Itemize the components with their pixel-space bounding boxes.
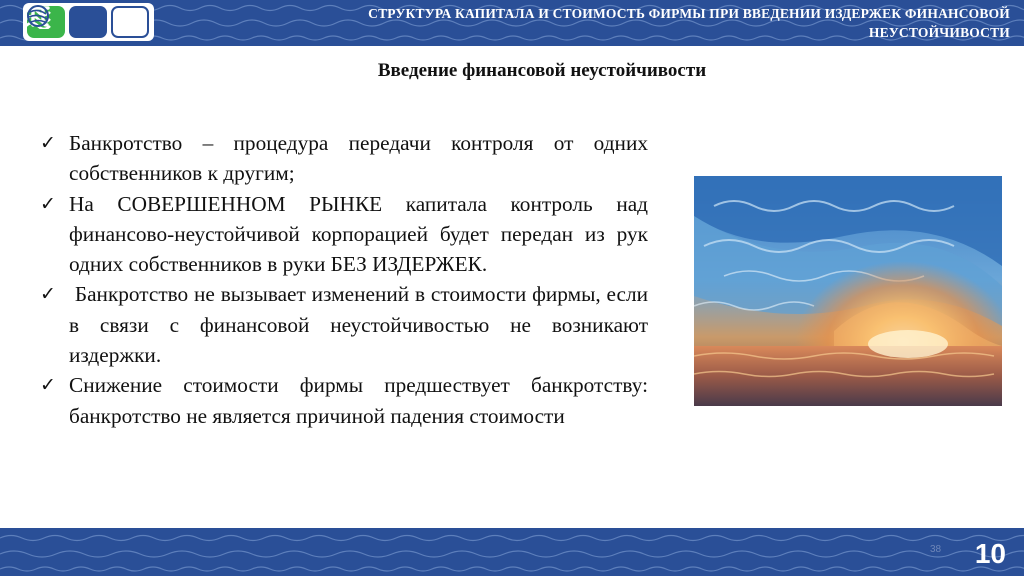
checkmark-icon: ✓: [40, 132, 56, 154]
ocean-wave-at-sunset-photo: [694, 176, 1002, 406]
globe-logo-icon: [111, 6, 149, 38]
page-number: 38: [930, 544, 942, 555]
footer-band: [0, 528, 1024, 576]
checkmark-icon: ✓: [40, 374, 56, 397]
bullet-text: Снижение стоимости фирмы предшествует банкротству: банкротство не является причиной падения стоимости: [69, 373, 648, 428]
logo[interactable]: [23, 3, 154, 41]
checkmark-icon: ✓: [40, 283, 56, 306]
bullet-list: [40, 128, 654, 431]
bullet-item: [40, 370, 648, 431]
wave-pattern-bottom: [0, 528, 1024, 576]
header-title-line-1: СТРУКТУРА КАПИТАЛА И СТОИМОСТЬ ФИРМЫ ПРИ ВВЕДЕНИИ ИЗДЕРЖЕК ФИНАНСОВОЙ: [368, 6, 1010, 21]
slide-heading: Введение финансовой неустойчивости: [377, 60, 707, 81]
checkmark-icon: ✓: [40, 192, 56, 215]
bullet-text: На СОВЕРШЕННОМ РЫНКЕ капитала контроль над финансово-неустойчивой корпорацией будет передан из рук одних собственников в руки БЕЗ ИЗДЕРЖЕК.: [69, 191, 648, 277]
header-band: [0, 0, 1024, 46]
bullet-item: [40, 128, 648, 189]
header-title-line-2: НЕУСТОЙЧИВОСТИ: [868, 25, 1010, 40]
waves-logo-icon: [69, 6, 107, 38]
bullet-text: Банкротство – процедура передачи контроля от одних собственников к другим;: [69, 131, 648, 186]
bullet-text: Банкротство не вызывает изменений в стоимости фирмы, если в связи с финансовой неустойчивостью не возникают издержки.: [69, 282, 654, 368]
bullet-item: [40, 279, 654, 370]
header-title: [290, 4, 1010, 42]
slide-number: 10: [974, 538, 1006, 569]
bullet-item: [40, 189, 648, 280]
